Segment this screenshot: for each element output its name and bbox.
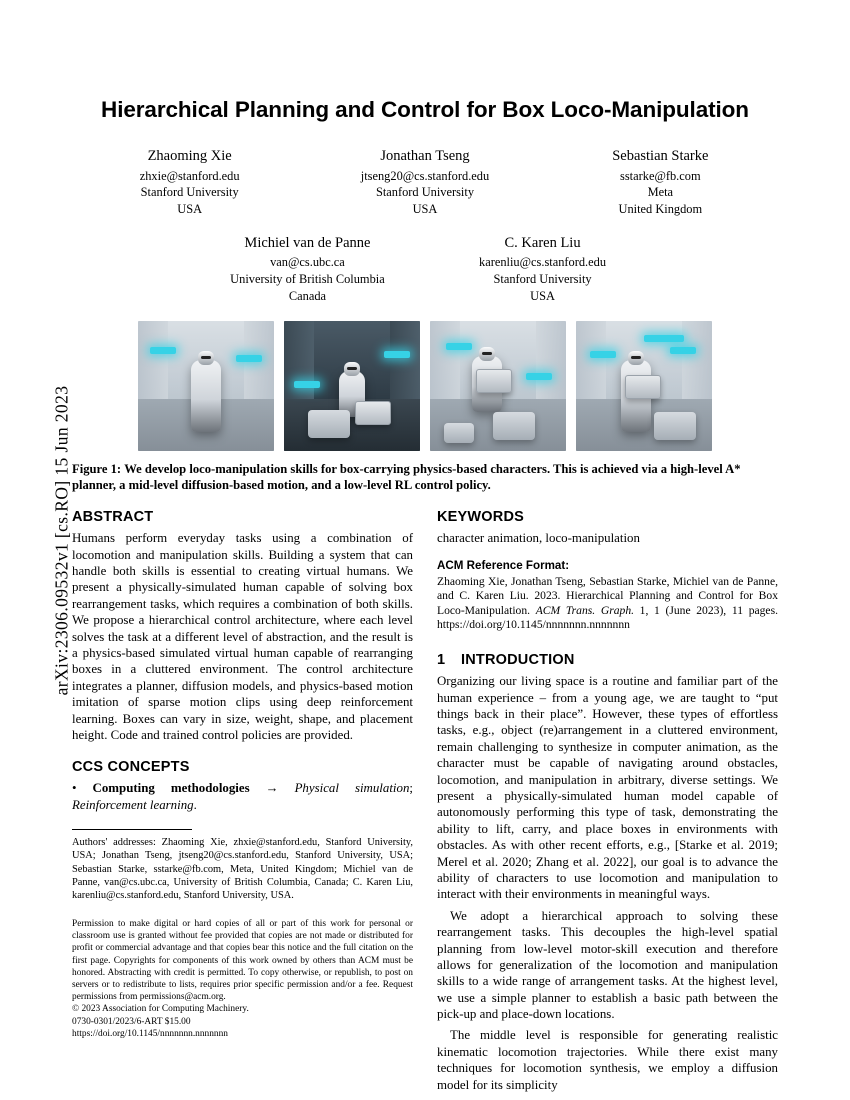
body-columns bbox=[72, 509, 778, 1098]
author-affiliation: Meta bbox=[647, 185, 674, 200]
author-country: USA bbox=[412, 202, 438, 217]
figure-panel-3 bbox=[430, 321, 566, 451]
author-country: United Kingdom bbox=[618, 202, 703, 217]
permission-paragraph: Permission to make digital or hard copies of all or part of this work for personal or classroom use is granted without fee provided that copies are not made or distributed for profit or commercial advantage and that copies bear this notice and the full citation on the first page. Copyrights for components of this work owned by others than ACM must be honored. Abstracting with credit is permitted. To copy otherwise, or republish, to post on servers or to redistribute to lists, requires prior specific permission and/or a fee. Request permissions from permissions@acm.org. bbox=[72, 918, 413, 1003]
acm-reference-heading: ACM Reference Format: bbox=[437, 558, 570, 572]
permission-block bbox=[72, 918, 413, 1040]
author-name: Zhaoming Xie bbox=[147, 148, 232, 164]
page-title: Hierarchical Planning and Control for Box Loco-Manipulation bbox=[101, 97, 749, 122]
author-name: Michiel van de Panne bbox=[244, 234, 371, 251]
abstract-heading: ABSTRACT bbox=[72, 509, 154, 526]
footnote-divider bbox=[72, 829, 192, 830]
author-email: sstarke@fb.com bbox=[620, 168, 701, 183]
ccs-heading: CCS CONCEPTS bbox=[72, 759, 190, 776]
author-block bbox=[543, 147, 778, 218]
author-name: Sebastian Starke bbox=[612, 148, 709, 164]
author-country: USA bbox=[530, 288, 555, 303]
section-title: INTRODUCTION bbox=[461, 652, 575, 669]
figure-panel-4 bbox=[576, 321, 712, 451]
author-email: jtseng20@cs.stanford.edu bbox=[360, 168, 490, 183]
author-affiliation: Stanford University bbox=[493, 272, 592, 287]
copyright-line: © 2023 Association for Computing Machinery. bbox=[72, 1004, 249, 1015]
author-email: van@cs.ubc.ca bbox=[270, 255, 345, 270]
ccs-bullet: • bbox=[72, 781, 77, 796]
acm-reference-pre: Zhaoming Xie, Jonathan Tseng, Sebastian Starke, Michiel van de Panne, and C. Karen Liu. 2023. Hierarchical Planning and Control for Box Loco-Manipulation. bbox=[437, 574, 778, 617]
figure-caption-text: We develop loco-manipulation skills for box-carrying physics-based characters. This is achieved via a high-level A* planner, a mid-level diffusion-based motion, and a low-level RL control policy. bbox=[72, 461, 741, 492]
ccs-concept-1: Physical simulation bbox=[294, 781, 410, 796]
author-name: C. Karen Liu bbox=[504, 234, 581, 251]
arxiv-stamp: arXiv:2306.09532v1 [cs.RO] 15 Jun 2023 bbox=[51, 385, 72, 696]
authors-row-2 bbox=[72, 234, 778, 305]
acm-reference-journal: ACM Trans. Graph. bbox=[535, 603, 635, 617]
authors-row-1 bbox=[72, 147, 778, 218]
figure-caption-label: Figure 1: bbox=[72, 461, 122, 476]
author-block bbox=[190, 234, 425, 305]
doi-line[interactable]: https://doi.org/10.1145/nnnnnnn.nnnnnnn bbox=[72, 1028, 228, 1039]
ccs-arrow-icon: → bbox=[265, 781, 279, 796]
intro-paragraph-2: We adopt a hierarchical approach to solving these rearrangement tasks. This decouples the high-level spatial planning from low-level motor-skill execution and therefore allows for generalization of the locomotion and manipulation skills to a wide range of arrangement tasks. At the highest level, we use a simple planner to establish a basic path between the pick-up and place-down locations. bbox=[437, 908, 778, 1022]
author-country: USA bbox=[177, 202, 203, 217]
right-column bbox=[437, 509, 778, 1098]
ccs-category: Computing methodologies bbox=[92, 781, 250, 796]
section-number: 1 bbox=[437, 652, 446, 669]
keywords-text: character animation, loco-manipulation bbox=[437, 531, 640, 546]
figure-caption bbox=[72, 461, 778, 494]
ccs-concept-2: Reinforcement learning bbox=[72, 797, 194, 812]
intro-paragraph-3: The middle level is responsible for generating realistic kinematic locomotion trajectories. While there exist many techniques for locomotion synthesis, we employ a diffusion model for its simplicity bbox=[437, 1028, 778, 1092]
author-country: Canada bbox=[288, 288, 327, 303]
ccs-period: . bbox=[193, 797, 197, 812]
ccs-concepts bbox=[72, 780, 413, 813]
intro-paragraph-1: Organizing our living space is a routine and familiar part of the human experience – from a young age, we are taught to “put things back in their place”. However, these types of effortless tasks, e.g., object (re)arrangement in a cluttered environment, remain challenging to synthesize in computer animation, as the character must be capable of navigating around obstacles, locomotion, and manipulation in arbitrary, diverse settings. We present a physically-simulated human model capable of autonomously performing this type of task, demonstrating the ability to lift, carry, and place boxes in environments with obstacles. As with other recent efforts, e.g., [Starke et al. 2019; Merel et al. 2020; Zhang et al. 2022], our goal is to advance the ability of characters to use locomotion and manipulation to interact with their environments in meaningful ways. bbox=[437, 674, 778, 902]
author-block bbox=[307, 147, 542, 218]
left-column bbox=[72, 509, 413, 1098]
paper-content bbox=[72, 96, 778, 1098]
author-affiliation: Stanford University bbox=[375, 185, 475, 200]
figure-panel-1 bbox=[138, 321, 274, 451]
authors-addresses: Authors' addresses: Zhaoming Xie, zhxie@stanford.edu, Stanford University, USA; Jonathan Tseng, jtseng20@cs.stanford.edu, Stanford University, USA; Sebastian Starke, sstarke@fb.com, Meta, United Kingdom; Michiel van de Panne, van@cs.ubc.ca, University of British Columbia, Canada; C. Karen Liu, karenliu@cs.stanford.edu, Stanford University, USA. bbox=[72, 837, 413, 901]
author-block bbox=[425, 234, 660, 305]
figure-panel-2 bbox=[284, 321, 420, 451]
teaser-figure bbox=[72, 321, 778, 451]
acm-reference-post: 1, 1 (June 2023), 11 pages. https://doi.org/10.1145/nnnnnnn.nnnnnnn bbox=[437, 603, 778, 631]
introduction-heading bbox=[437, 652, 778, 668]
author-email: zhxie@stanford.edu bbox=[139, 168, 240, 183]
author-email: karenliu@cs.stanford.edu bbox=[479, 255, 607, 270]
keywords-heading: KEYWORDS bbox=[437, 509, 524, 526]
author-name: Jonathan Tseng bbox=[380, 148, 470, 164]
author-block bbox=[72, 147, 307, 218]
author-affiliation: Stanford University bbox=[140, 185, 239, 200]
author-affiliation: University of British Columbia bbox=[230, 272, 385, 287]
acm-reference-text bbox=[437, 575, 778, 633]
ccs-separator: ; bbox=[409, 781, 413, 796]
abstract-text: Humans perform everyday tasks using a combination of locomotion and manipulation skills. Building a system that can handle both skills is essential to creating virtual humans. We present a physically-simulated human capable of solving box rearrangement tasks, which requires a combination of both skills. We propose a hierarchical control architecture, where each level solves the task at a different level of abstraction, and the result is a physics-based simulated virtual human capable of rearranging boxes in a cluttered environment. The control architecture integrates a planner, diffusion models, and physics-based motion imitation of sparse motion clips using deep reinforcement learning. Boxes can vary in size, weight, shape, and placement height. Code and trained control policies are provided. bbox=[72, 531, 413, 742]
issn-line: 0730-0301/2023/6-ART $15.00 bbox=[72, 1016, 191, 1027]
